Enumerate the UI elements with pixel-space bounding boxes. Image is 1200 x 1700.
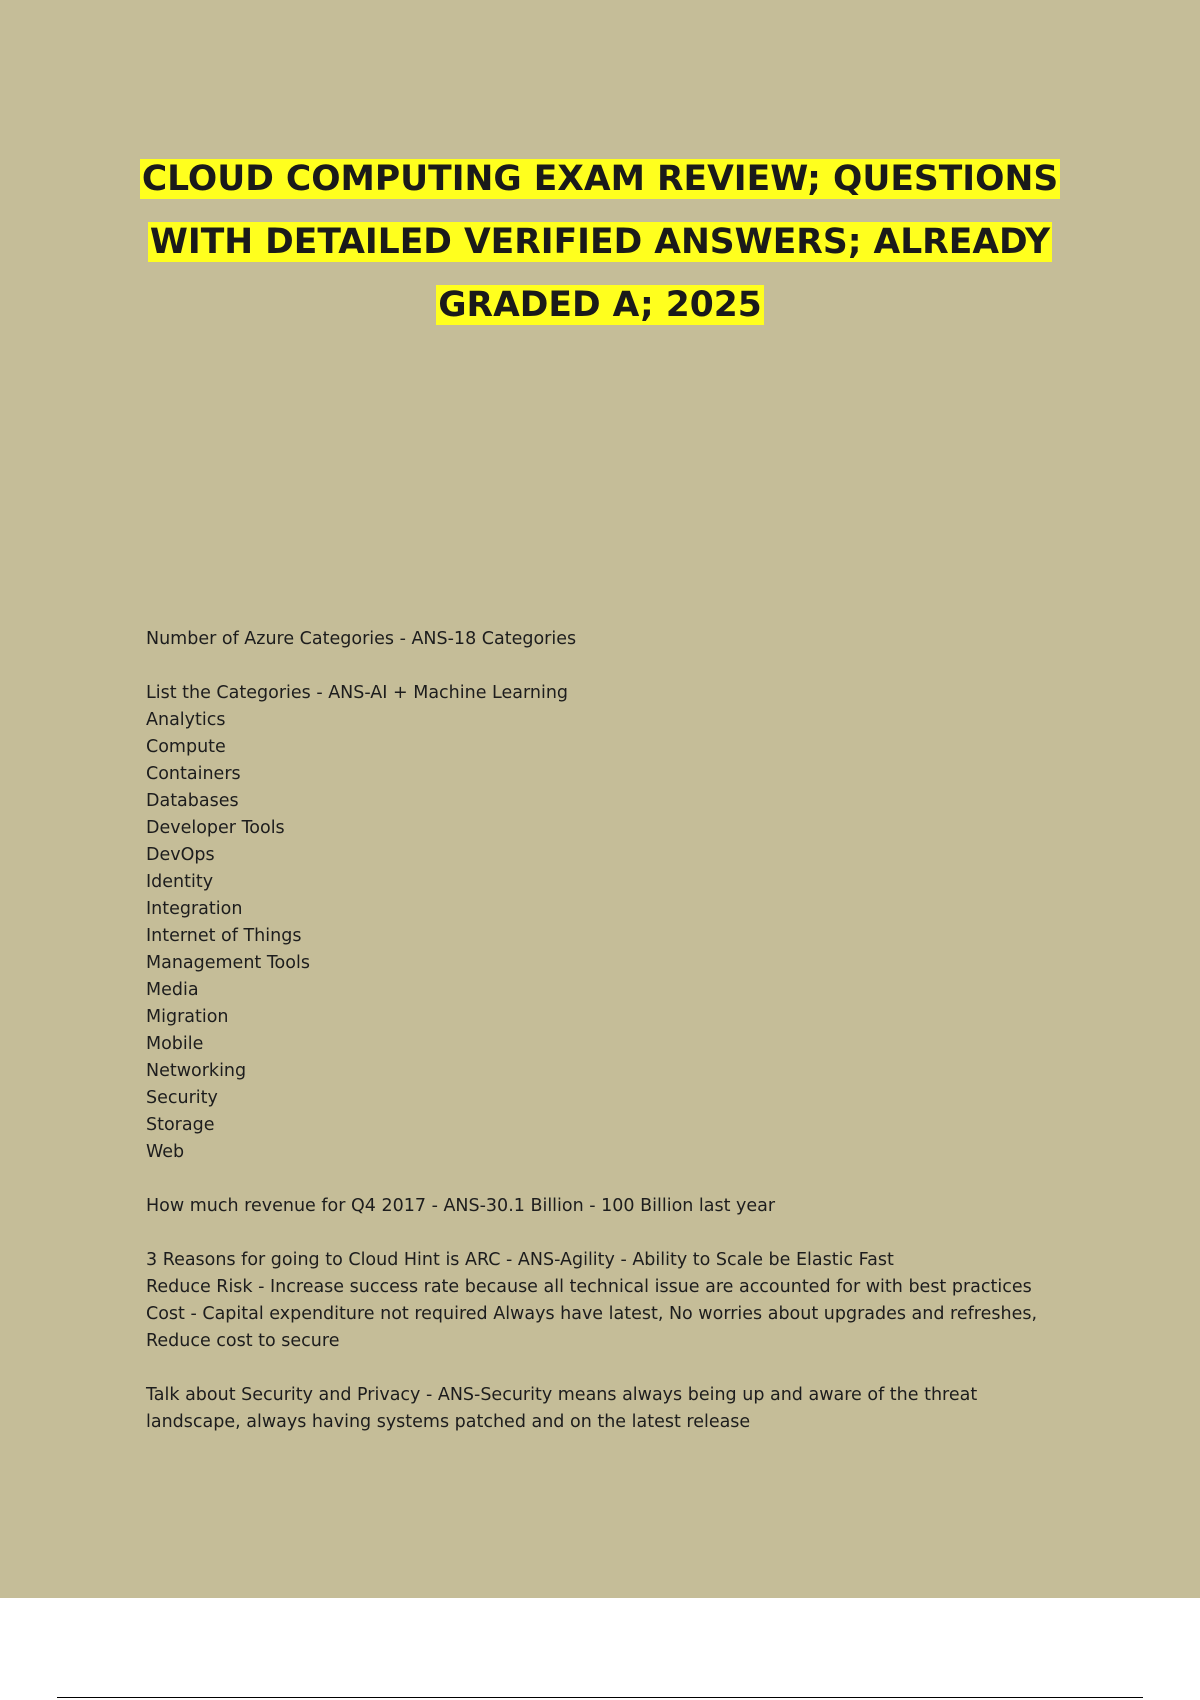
question-reasons-line: 3 Reasons for going to Cloud Hint is ARC - ANS-Agility - Ability to Scale be Elastic Fast	[146, 1250, 894, 1270]
title-line: WITH DETAILED VERIFIED ANSWERS; ALREADY	[149, 222, 1051, 262]
category-item: Web	[146, 1142, 185, 1162]
category-item: Media	[146, 980, 199, 1000]
category-item: Mobile	[146, 1034, 204, 1054]
question-security-line: Talk about Security and Privacy - ANS-Security means always being up and aware of the threat	[146, 1385, 978, 1405]
category-item: Migration	[146, 1007, 229, 1027]
question-reasons-line: Reduce Risk - Increase success rate because all technical issue are accounted for with best practices	[146, 1277, 1032, 1297]
category-item: Management Tools	[146, 953, 310, 973]
question-reasons-line: Cost - Capital expenditure not required Always have latest, No worries about upgrades and refreshes,	[146, 1304, 1038, 1324]
category-item: Containers	[146, 764, 241, 784]
category-item: Developer Tools	[146, 818, 285, 838]
title-line: GRADED A; 2025	[438, 285, 762, 325]
category-item: Analytics	[146, 710, 226, 730]
title-line: CLOUD COMPUTING EXAM REVIEW; QUESTIONS	[141, 159, 1059, 199]
question-reasons-line: Reduce cost to secure	[146, 1331, 340, 1351]
question-revenue: How much revenue for Q4 2017 - ANS-30.1 Billion - 100 Billion last year	[146, 1196, 776, 1216]
category-item: Integration	[146, 899, 243, 919]
footer-divider	[57, 1697, 1143, 1698]
category-item: Internet of Things	[146, 926, 302, 946]
document-body	[146, 626, 1086, 1436]
question-security-line: landscape, always having systems patched and on the latest release	[146, 1412, 751, 1432]
question-list-categories: List the Categories - ANS-AI + Machine Learning	[146, 683, 569, 703]
category-item: Compute	[146, 737, 226, 757]
category-item: Identity	[146, 872, 214, 892]
category-item: Databases	[146, 791, 239, 811]
category-item: Storage	[146, 1115, 215, 1135]
question-azure-categories-count: Number of Azure Categories - ANS-18 Categories	[146, 629, 577, 649]
category-item: DevOps	[146, 845, 215, 865]
category-item: Security	[146, 1088, 218, 1108]
category-item: Networking	[146, 1061, 247, 1081]
document-title	[0, 148, 1200, 337]
